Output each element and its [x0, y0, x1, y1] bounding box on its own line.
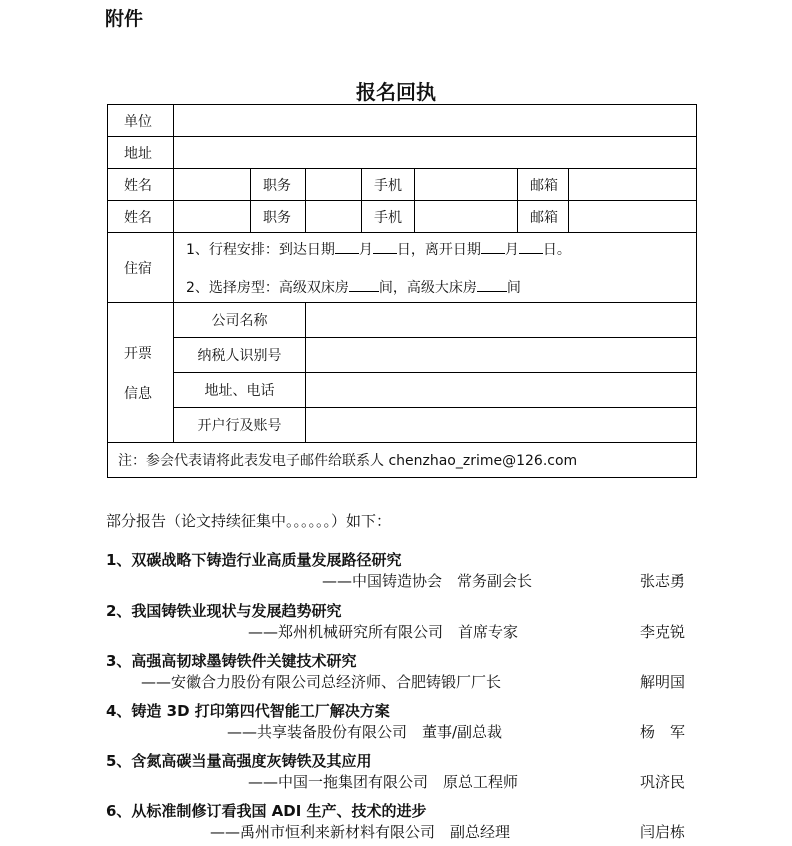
- report-speaker: 解明国: [640, 673, 686, 691]
- twin-room-count-blank[interactable]: [349, 277, 379, 292]
- mobile-label: 手机: [362, 169, 415, 201]
- bank-account-label: 开户行及账号: [174, 408, 306, 443]
- company-name-field[interactable]: [306, 303, 697, 338]
- name-label: 姓名: [108, 201, 174, 233]
- unit-label: 单位: [108, 105, 174, 137]
- report-speaker: 李克锐: [640, 623, 686, 641]
- mobile-field[interactable]: [415, 201, 518, 233]
- name-label: 姓名: [108, 169, 174, 201]
- email-field[interactable]: [569, 201, 697, 233]
- address-field[interactable]: [174, 137, 697, 169]
- lodging-line-2: 2、选择房型：高级双床房 间，高级大床房 间: [186, 277, 696, 297]
- address-label: 地址: [108, 137, 174, 169]
- email-field[interactable]: [569, 169, 697, 201]
- bank-account-field[interactable]: [306, 408, 697, 443]
- registration-form: [107, 104, 697, 478]
- form-title: 报名回执: [356, 80, 436, 104]
- position-label: 职务: [251, 169, 306, 201]
- lodging-label: 住宿: [108, 233, 174, 303]
- lodging-line-1: 1、行程安排：到达日期 月 日，离开日期 月 日。: [186, 239, 696, 259]
- address-phone-field[interactable]: [306, 373, 697, 408]
- report-org: ——郑州机械研究所有限公司 首席专家: [248, 623, 519, 641]
- section-title: 部分报告（论文持续征集中。。。。。。）如下：: [106, 512, 392, 530]
- email-label: 邮箱: [518, 201, 569, 233]
- report-org: ——共享装备股份有限公司 董事/副总裁: [227, 723, 503, 741]
- report-org: ——安徽合力股份有限公司总经济师、合肥铸锻厂厂长: [141, 673, 502, 691]
- departure-day-blank[interactable]: [519, 239, 543, 254]
- report-speaker: 闫启栋: [640, 823, 686, 841]
- report-org: ——中国铸造协会 常务副会长: [322, 572, 533, 590]
- address-phone-label: 地址、电话: [174, 373, 306, 408]
- report-title: 5、含氮高碳当量高强度灰铸铁及其应用: [106, 752, 372, 770]
- position-field[interactable]: [306, 201, 362, 233]
- company-name-label: 公司名称: [174, 303, 306, 338]
- email-label: 邮箱: [518, 169, 569, 201]
- report-org: ——禹州市恒利来新材料有限公司 副总经理: [210, 823, 511, 841]
- report-speaker: 巩济民: [640, 773, 686, 791]
- tax-id-label: 纳税人识别号: [174, 338, 306, 373]
- report-speaker: 杨 军: [640, 723, 686, 741]
- arrival-month-blank[interactable]: [335, 239, 359, 254]
- report-title: 2、我国铸铁业现状与发展趋势研究: [106, 602, 342, 620]
- name-field[interactable]: [174, 201, 251, 233]
- report-title: 4、铸造 3D 打印第四代智能工厂解决方案: [106, 702, 390, 720]
- mobile-field[interactable]: [415, 169, 518, 201]
- departure-month-blank[interactable]: [481, 239, 505, 254]
- unit-field[interactable]: [174, 105, 697, 137]
- attachment-label: 附件: [105, 8, 144, 30]
- name-field[interactable]: [174, 169, 251, 201]
- report-title: 6、从标准制修订看我国 ADI 生产、技术的进步: [106, 802, 427, 820]
- mobile-label: 手机: [362, 201, 415, 233]
- report-org: ——中国一拖集团有限公司 原总工程师: [248, 773, 519, 791]
- report-title: 3、高强高韧球墨铸铁件关键技术研究: [106, 652, 357, 670]
- report-title: 1、双碳战略下铸造行业高质量发展路径研究: [106, 551, 402, 569]
- form-note: 注：参会代表请将此表发电子邮件给联系人 chenzhao_zrime@126.com: [108, 443, 697, 478]
- king-room-count-blank[interactable]: [477, 277, 507, 292]
- invoice-label: 开票 信息: [108, 303, 174, 443]
- position-field[interactable]: [306, 169, 362, 201]
- report-speaker: 张志勇: [640, 572, 686, 590]
- tax-id-field[interactable]: [306, 338, 697, 373]
- position-label: 职务: [251, 201, 306, 233]
- arrival-day-blank[interactable]: [373, 239, 397, 254]
- lodging-details: [174, 233, 697, 303]
